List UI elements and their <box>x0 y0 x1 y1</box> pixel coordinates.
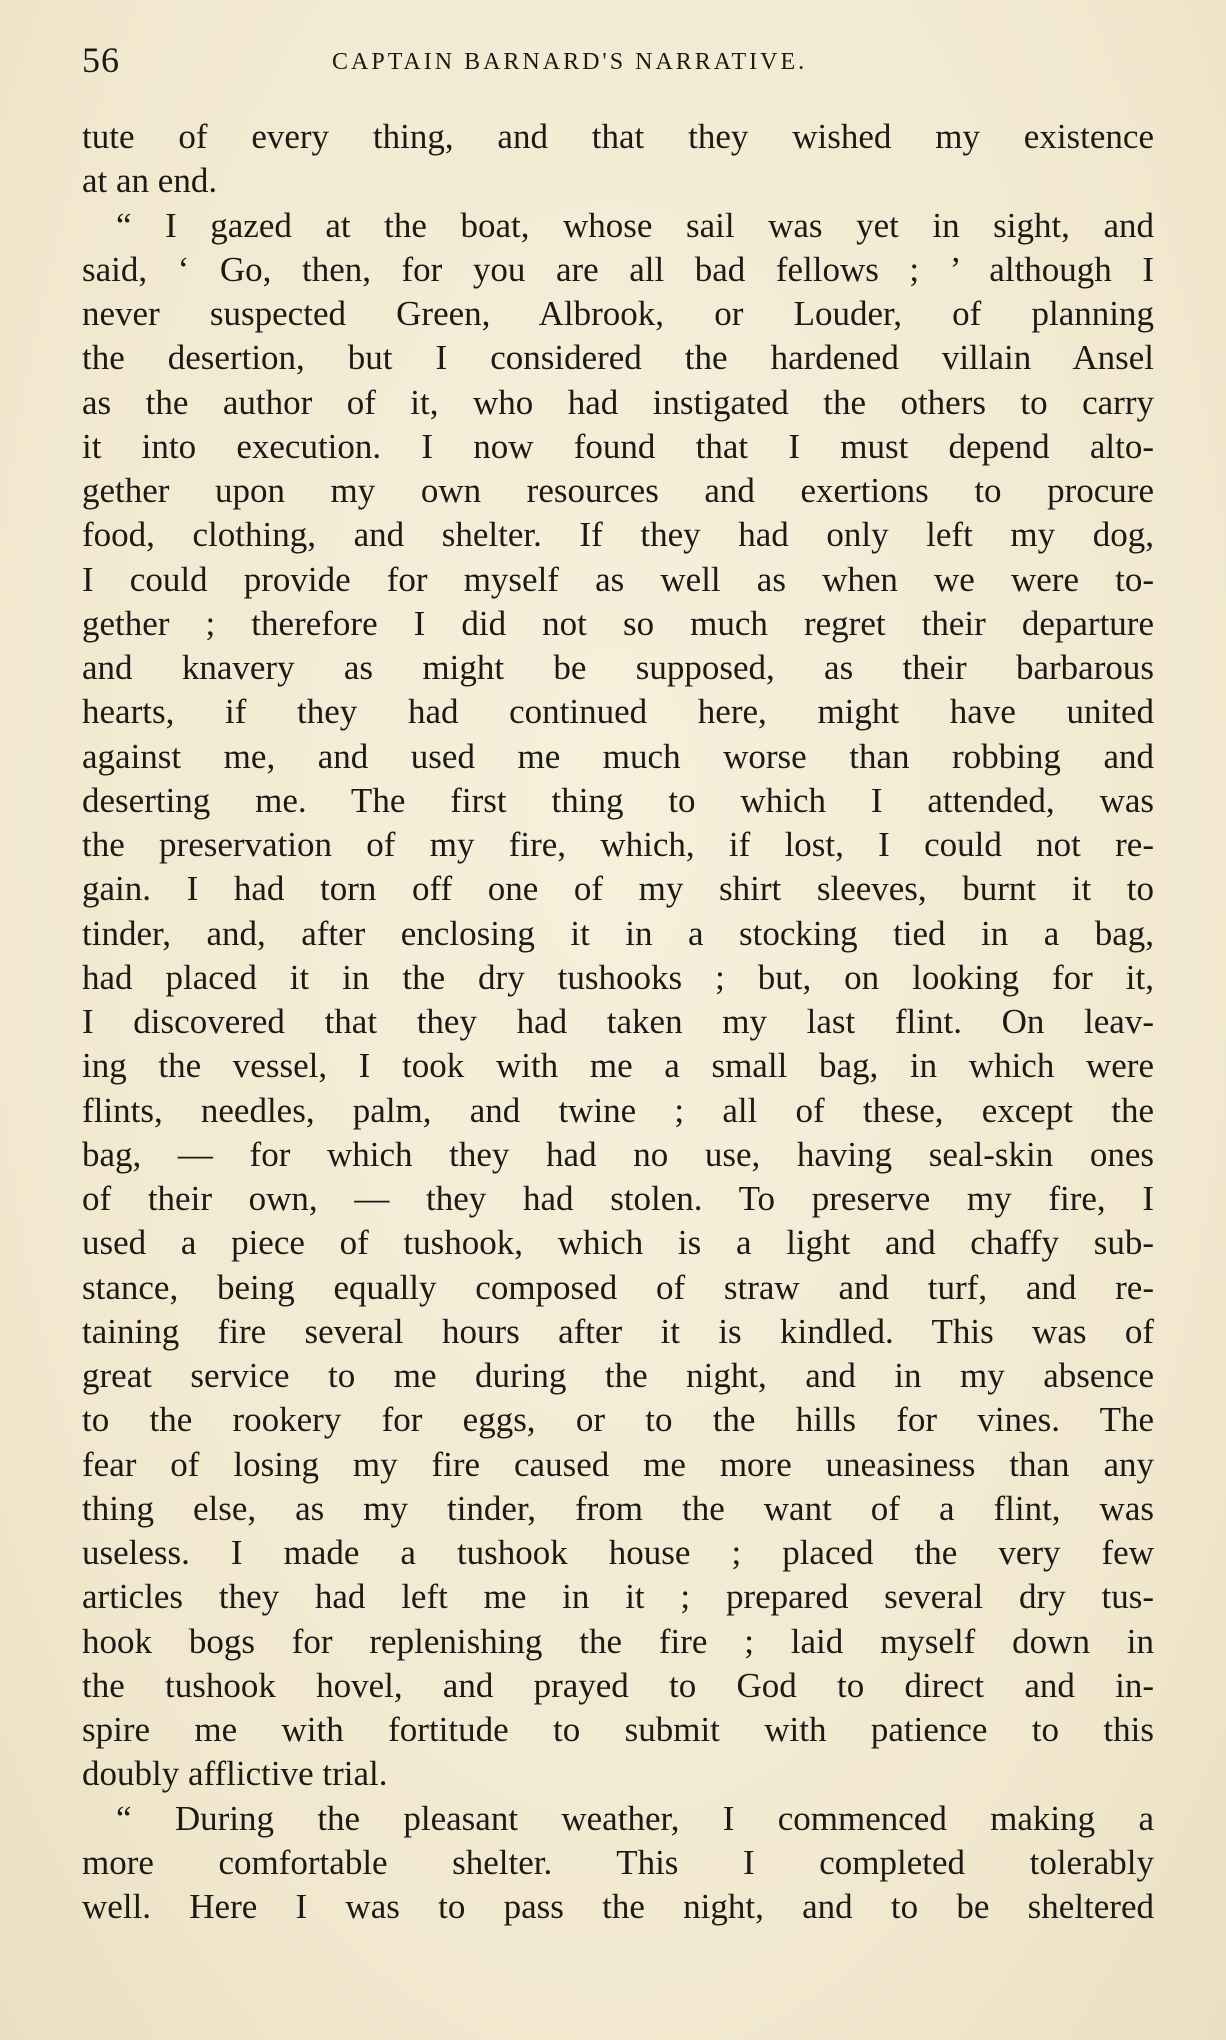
text-line: tute of every thing, and that they wished my existence <box>82 117 1154 156</box>
text-line: thing else, as my tinder, from the want of a flint, was <box>82 1488 1154 1528</box>
text-line: spire me with fortitude to submit with patience to this <box>82 1710 1154 1749</box>
text-line: useless. I made a tushook house ; placed the very few <box>82 1533 1154 1572</box>
text-line: I could provide for myself as well as when we were to- <box>82 559 1154 599</box>
text-line: to the rookery for eggs, or to the hills for vines. The <box>82 1400 1154 1440</box>
text-line: hook bogs for replenishing the fire ; laid myself down in <box>82 1621 1154 1661</box>
text-line: food, clothing, and shelter. If they had only left my dog, <box>82 515 1154 555</box>
text-line: flints, needles, palm, and twine ; all of these, except the <box>82 1090 1154 1130</box>
text-line: tinder, and, after enclosing it in a stocking tied in a bag, <box>82 913 1154 953</box>
text-line: articles they had left me in it ; prepared several dry tus- <box>82 1577 1154 1617</box>
text-line: bag, — for which they had no use, having seal-skin ones <box>82 1134 1154 1174</box>
text-line: great service to me during the night, and in my absence <box>82 1356 1154 1395</box>
text-line: deserting me. The first thing to which I attended, was <box>82 780 1154 820</box>
text-line: hearts, if they had continued here, might have united <box>82 692 1154 732</box>
text-line: as the author of it, who had instigated the others to carry <box>82 382 1154 422</box>
text-line: taining fire several hours after it is kindled. This was of <box>82 1311 1154 1351</box>
text-line: it into execution. I now found that I must depend alto- <box>82 426 1154 466</box>
text-line: more comfortable shelter. This I completed tolerably <box>82 1842 1154 1882</box>
text-line: and knavery as might be supposed, as their barbarous <box>82 648 1154 687</box>
text-line: said, ‘ Go, then, for you are all bad fellows ; ’ although I <box>82 249 1154 289</box>
page-header <box>82 38 1162 88</box>
text-line: of their own, — they had stolen. To preserve my fire, I <box>82 1179 1154 1218</box>
text-line: I discovered that they had taken my last flint. On leav- <box>82 1002 1154 1041</box>
body-text <box>82 115 1154 1929</box>
text-line: doubly afflictive trial. <box>82 1754 388 1794</box>
text-line: against me, and used me much worse than robbing and <box>82 736 1154 776</box>
text-line: at an end. <box>82 161 218 201</box>
running-head: CAPTAIN BARNARD'S NARRATIVE. <box>332 49 808 75</box>
text-line: gain. I had torn off one of my shirt sleeves, burnt it to <box>82 869 1154 909</box>
page-number: 56 <box>82 40 120 80</box>
text-line: well. Here I was to pass the night, and to be sheltered <box>82 1887 1154 1926</box>
text-line: ing the vessel, I took with me a small bag, in which were <box>82 1046 1154 1086</box>
text-line: gether ; therefore I did not so much regret their departure <box>82 603 1154 643</box>
text-line: “ I gazed at the boat, whose sail was yet in sight, and <box>116 205 1154 245</box>
text-line: had placed it in the dry tushooks ; but, on looking for it, <box>82 957 1154 997</box>
text-line: never suspected Green, Albrook, or Louder, of planning <box>82 294 1154 333</box>
text-line: fear of losing my fire caused me more uneasiness than any <box>82 1444 1154 1484</box>
text-line: used a piece of tushook, which is a light and chaffy sub- <box>82 1223 1154 1263</box>
text-line: the desertion, but I considered the hardened villain Ansel <box>82 338 1154 378</box>
text-line: the preservation of my fire, which, if lost, I could not re- <box>82 825 1154 864</box>
text-line: the tushook hovel, and prayed to God to direct and in- <box>82 1665 1154 1705</box>
text-line: “ During the pleasant weather, I commenced making a <box>116 1798 1154 1838</box>
text-line: stance, being equally composed of straw and turf, and re- <box>82 1267 1154 1307</box>
text-line: gether upon my own resources and exertions to procure <box>82 471 1154 510</box>
